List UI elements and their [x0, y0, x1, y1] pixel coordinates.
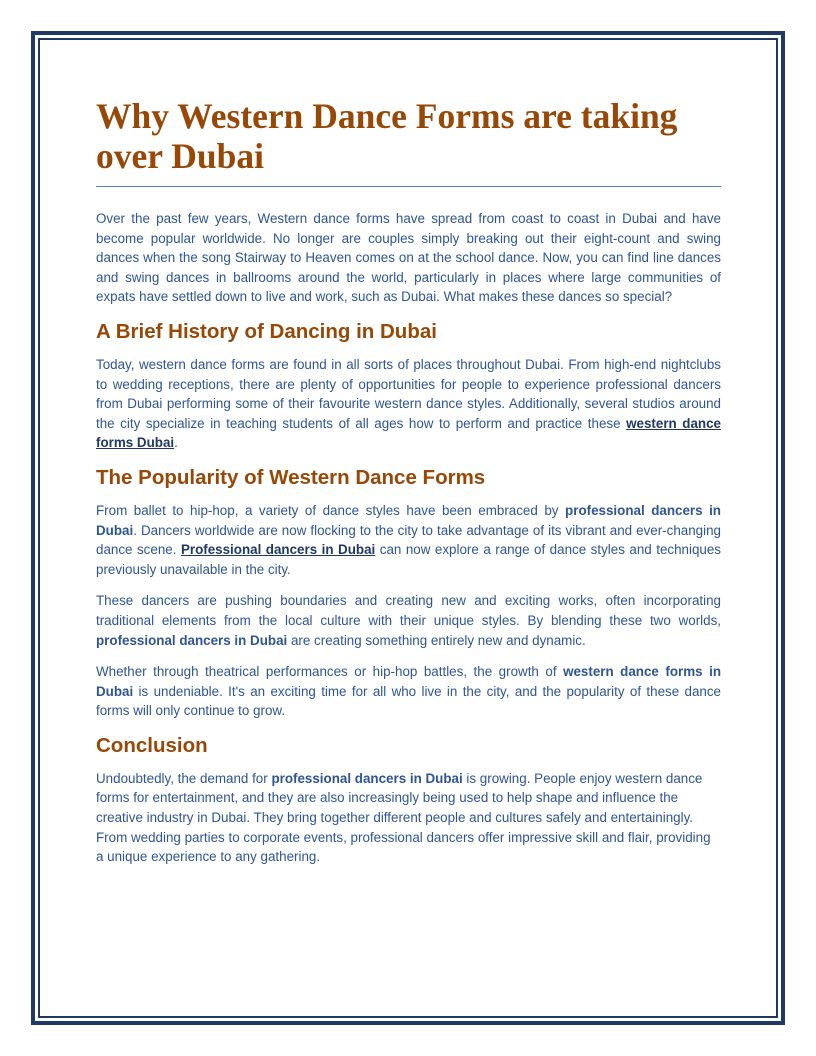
conclusion-paragraph [96, 769, 721, 867]
western-dance-forms-link[interactable]: western dance forms Dubai [96, 415, 721, 451]
popularity-heading: The Popularity of Western Dance Forms [96, 465, 486, 489]
conclusion-text-b: is growing. People enjoy western dance forms for entertainment, and they are also increasingly being used to help shape and influence the creative industry in Dubai. They bring together different people and cultures safely and entertainingly. From wedding parties to corporate events, professional dancers offer impressive skill and flair, providing a unique experience to any gathering. [96, 770, 711, 865]
popularity-paragraph-1 [96, 501, 721, 579]
intro-paragraph: Over the past few years, Western dance forms have spread from coast to coast in Dubai and have become popular worldwide. No longer are couples simply breaking out their eight-count and swing dances when the song Stairway to Heaven comes on at the school dance. Now, you can find line dances and swing dances in ballrooms around the world, particularly in places where large communities of expats have settled down to live and work, such as Dubai. What makes these dances so special? [96, 211, 721, 305]
popularity-paragraph-3 [96, 662, 721, 721]
history-end: . [174, 435, 178, 451]
professional-dancers-bold-1: professional dancers in Dubai [96, 502, 721, 538]
history-paragraph [96, 355, 721, 453]
popularity-p3-text-a: Whether through theatrical performances or hip-hop battles, the growth of [96, 664, 564, 680]
popularity-p2-text-b: are creating something entirely new and dynamic. [287, 632, 586, 648]
popularity-p1-text-b: . Dancers worldwide are now flocking to the city to take advantage of its vibrant and ever-changing dance scene. [96, 522, 721, 558]
conclusion-heading: Conclusion [96, 733, 208, 757]
professional-dancers-bold-3: professional dancers in Dubai [271, 770, 463, 786]
professional-dancers-link[interactable]: Professional dancers in Dubai [180, 542, 376, 558]
popularity-p1-text-c: can now explore a range of dance styles and techniques previously unavailable in the city. [96, 542, 721, 577]
document-body [96, 96, 721, 867]
western-dance-forms-bold: western dance forms in Dubai [96, 664, 722, 699]
history-text: Today, western dance forms are found in all sorts of places throughout Dubai. From high-end nightclubs to wedding receptions, there are plenty of opportunities for people to experience professional dancers from Dubai performing some of their favourite western dance styles. Additionally, several studios around the city specialize in teaching students of all ages how to perform and practice these [96, 356, 721, 431]
conclusion-text-a: Undoubtedly, the demand for [96, 770, 272, 786]
popularity-p3-text-b: is undeniable. It's an exciting time for all who live in the city, and the popularity of these dance forms will only continue to grow. [96, 683, 721, 719]
document-title: Why Western Dance Forms are taking over Dubai [96, 96, 721, 187]
popularity-paragraph-2 [96, 591, 721, 650]
popularity-p1-text-a: From ballet to hip-hop, a variety of dance styles have been embraced by [96, 502, 566, 518]
professional-dancers-bold-2: professional dancers in Dubai [96, 632, 288, 648]
history-heading: A Brief History of Dancing in Dubai [96, 319, 437, 343]
popularity-p2-text-a: These dancers are pushing boundaries and creating new and exciting works, often incorporating traditional elements from the local culture with their unique styles. By blending these two worlds, [96, 593, 721, 628]
